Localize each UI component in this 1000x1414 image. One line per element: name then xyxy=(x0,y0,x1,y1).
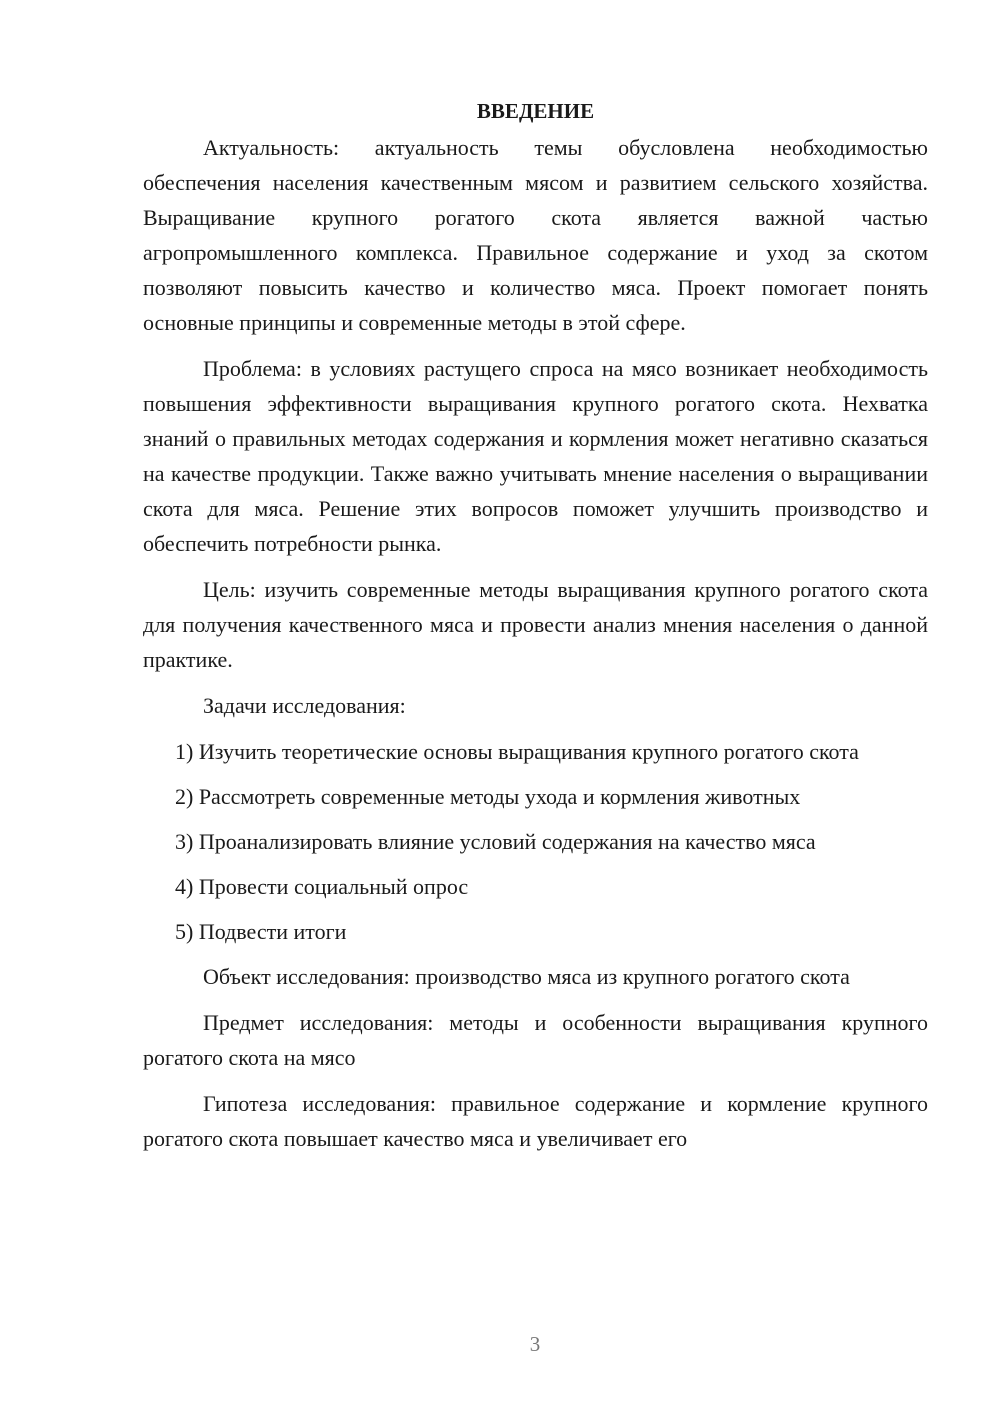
paragraph-goal: Цель: изучить современные методы выращивания крупного рогатого скота для получения качественного мяса и провести анализ мнения населения о данной практике. xyxy=(143,577,928,672)
task-item-5: 5) Подвести итоги xyxy=(175,919,347,944)
paragraph-relevance: Актуальность: актуальность темы обусловлена необходимостью обеспечения населения качественным мясом и развитием сельского хозяйства. Выращивание крупного рогатого скота является важной частью агропромышленного комплекса. Правильное содержание и уход за скотом позволяют повысить качество и количество мяса. Проект помогает понять основные принципы и современные методы в этой сфере. xyxy=(143,135,928,335)
task-item-4: 4) Провести социальный опрос xyxy=(175,874,469,899)
paragraph-object: Объект исследования: производство мяса из крупного рогатого скота xyxy=(203,964,850,989)
page-title: ВВЕДЕНИЕ xyxy=(476,99,595,123)
task-item-3: 3) Проанализировать влияние условий содержания на качество мяса xyxy=(175,829,816,854)
tasks-heading: Задачи исследования: xyxy=(203,693,406,718)
paragraph-subject: Предмет исследования: методы и особенности выращивания крупного рогатого скота на мясо xyxy=(143,1010,928,1070)
document-body xyxy=(143,92,928,1167)
task-item-2: 2) Рассмотреть современные методы ухода и кормления животных xyxy=(175,784,801,809)
paragraph-problem: Проблема: в условиях растущего спроса на мясо возникает необходимость повышения эффективности выращивания крупного рогатого скота. Нехватка знаний о правильных методах содержания и кормления может негативно сказаться на качестве продукции. Также важно учитывать мнение населения о выращивании скота для мяса. Решение этих вопросов поможет улучшить производство и обеспечить потребности рынка. xyxy=(143,356,928,556)
page-number: 3 xyxy=(529,1332,541,1356)
task-item-1: 1) Изучить теоретические основы выращивания крупного рогатого скота xyxy=(175,739,859,764)
paragraph-hypothesis: Гипотеза исследования: правильное содержание и кормление крупного рогатого скота повышает качество мяса и увеличивает его xyxy=(143,1091,928,1151)
